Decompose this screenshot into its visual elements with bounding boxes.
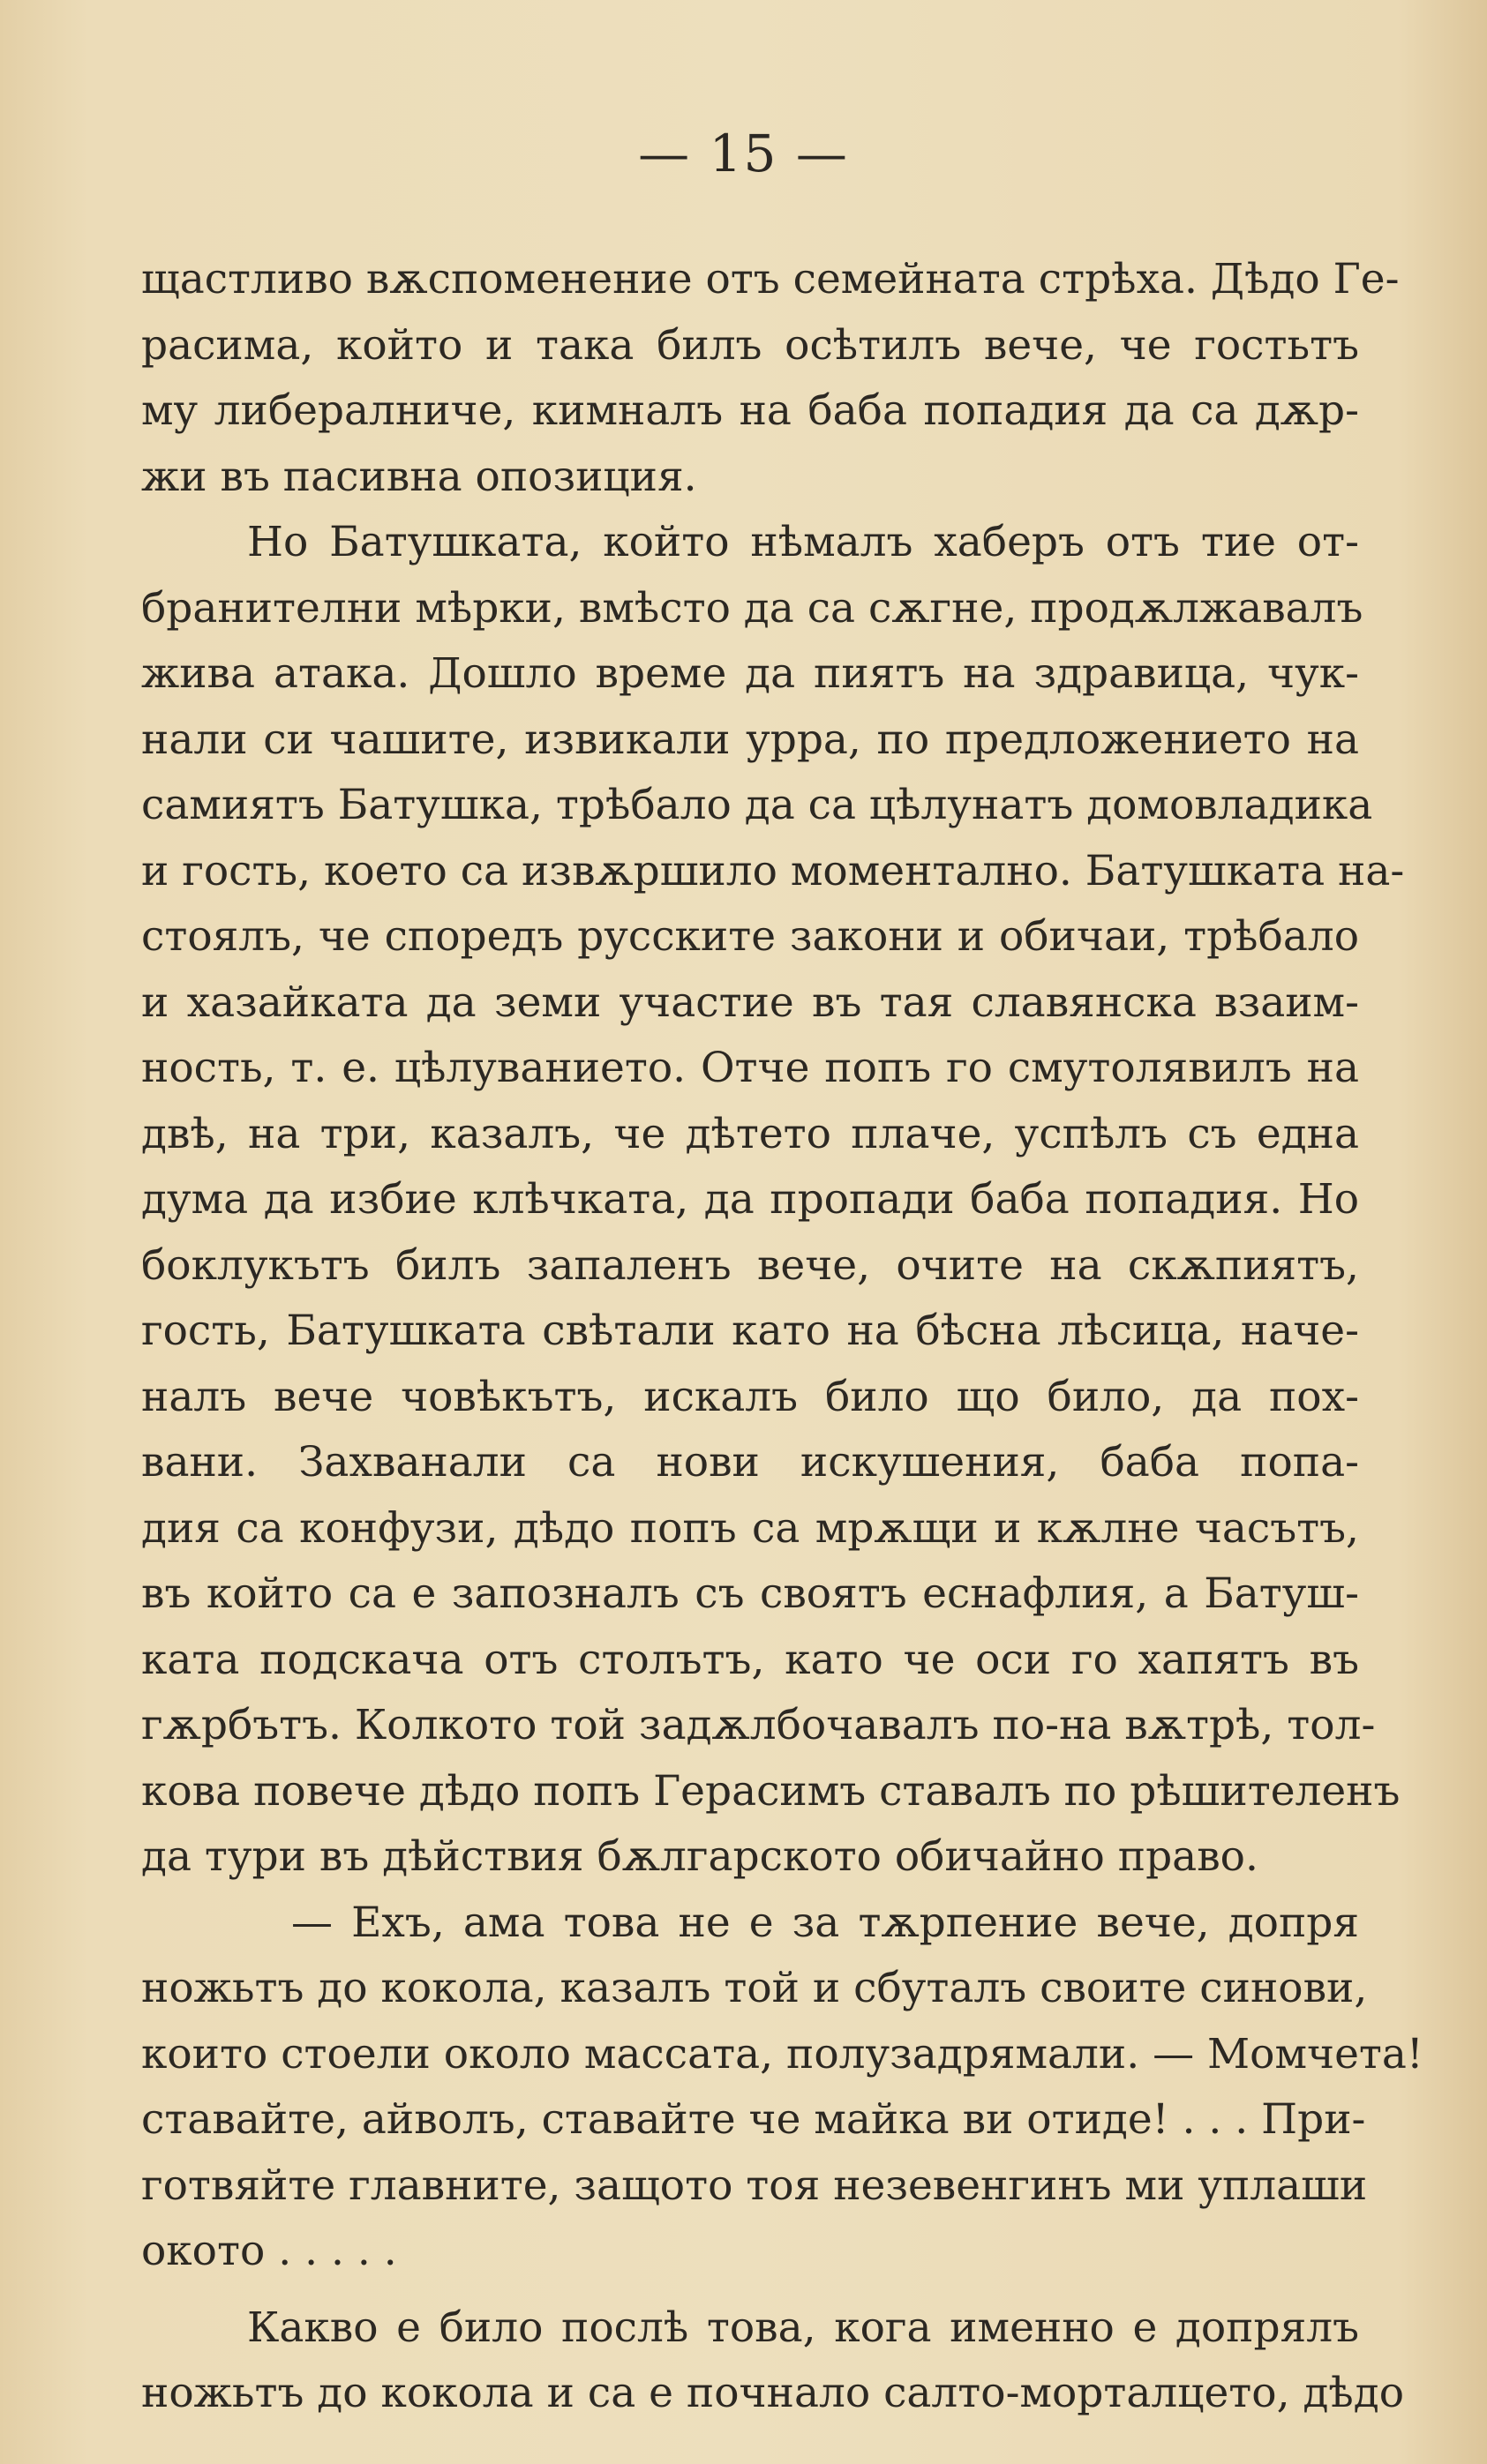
text-line: жи въ пасивна опозиция. bbox=[141, 452, 697, 501]
text-line: дума да избие клѣчката, да пропади баба попадия. Но bbox=[141, 1175, 1359, 1224]
text-line: които стоели около массата, полузадрямали. — Момчета! bbox=[141, 2029, 1423, 2078]
text-line: нали си чашите, извикали урра, по предложението на bbox=[141, 715, 1359, 764]
text-line: вани. Захванали са нови искушения, баба попа- bbox=[141, 1438, 1359, 1487]
dialogue-start-line: — Ехъ, ама това не е за тѫрпение вече, допря bbox=[291, 1898, 1359, 1947]
text-line: въ който са е запозналъ съ своятъ еснафлия, а Батуш- bbox=[141, 1569, 1359, 1618]
text-line: бранителни мѣрки, вмѣсто да са сѫгне, продѫлжавалъ bbox=[141, 583, 1363, 633]
page-number: — 15 — bbox=[638, 124, 849, 183]
text-line: кова повече дѣдо попъ Герасимъ ставалъ по рѣшителенъ bbox=[141, 1766, 1401, 1816]
text-line: ставайте, айволъ, ставайте че майка ви отиде! . . . При- bbox=[141, 2095, 1366, 2144]
text-line: самиятъ Батушка, трѣбало да са цѣлунатъ домовладика bbox=[141, 781, 1373, 829]
text-line: стоялъ, че споредъ русските закони и обичаи, трѣбало bbox=[141, 912, 1359, 961]
text-line: готвяйте главните, защото тоя незевенгинъ ми уплаши bbox=[141, 2161, 1368, 2210]
text-line: окото . . . . . bbox=[141, 2227, 397, 2275]
text-line: двѣ, на три, казалъ, че дѣтето плаче, успѣлъ съ една bbox=[141, 1109, 1359, 1158]
text-line: жива атака. Дошло време да пиятъ на здравица, чук- bbox=[141, 649, 1359, 698]
text-line: му либералниче, кимналъ на баба попадия да са дѫр- bbox=[141, 386, 1359, 435]
paragraph-start-line: Но Батушката, който нѣмалъ хаберъ отъ тие от- bbox=[247, 518, 1359, 566]
text-line: налъ вече човѣкътъ, искалъ било що било, да пох- bbox=[141, 1372, 1359, 1421]
text-line: гѫрбътъ. Колкото той задѫлбочавалъ по-на вѫтрѣ, тол- bbox=[141, 1701, 1376, 1749]
text-line: гость, Батушката свѣтали като на бѣсна лѣсица, наче- bbox=[141, 1307, 1359, 1355]
text-line: щастливо вѫспоменение отъ семейната стрѣха. Дѣдо Ге- bbox=[141, 255, 1400, 303]
text-line: да тури въ дѣйствия бѫлгарското обичайно право. bbox=[141, 1832, 1258, 1881]
body-text bbox=[141, 247, 1423, 2427]
paragraph-start-line: Какво е било послѣ това, кога именно е допрялъ bbox=[247, 2303, 1359, 2352]
text-line: ность, т. е. цѣлуванието. Отче попъ го смутолявилъ на bbox=[141, 1044, 1359, 1092]
text-line: дия са конфузи, дѣдо попъ са мрѫщи и кѫлне часътъ, bbox=[141, 1503, 1359, 1553]
text-line: расима, който и така билъ осѣтилъ вече, че гостьтъ bbox=[141, 320, 1359, 370]
text-line: боклукътъ билъ запаленъ вече, очите на скѫпиятъ, bbox=[141, 1240, 1359, 1290]
text-line: ката подскача отъ столътъ, като че оси го хапятъ въ bbox=[141, 1635, 1359, 1684]
text-line: и хазайката да земи участие въ тая славянска взаим- bbox=[141, 977, 1359, 1027]
text-line: ножьтъ до кокола и са е почнало салто-морталцето, дѣдо bbox=[141, 2369, 1404, 2417]
text-line: и гость, което са извѫршило моментално. Батушката на- bbox=[141, 846, 1405, 895]
text-line: ножьтъ до кокола, казалъ той и сбуталъ своите синови, bbox=[141, 1964, 1368, 2012]
